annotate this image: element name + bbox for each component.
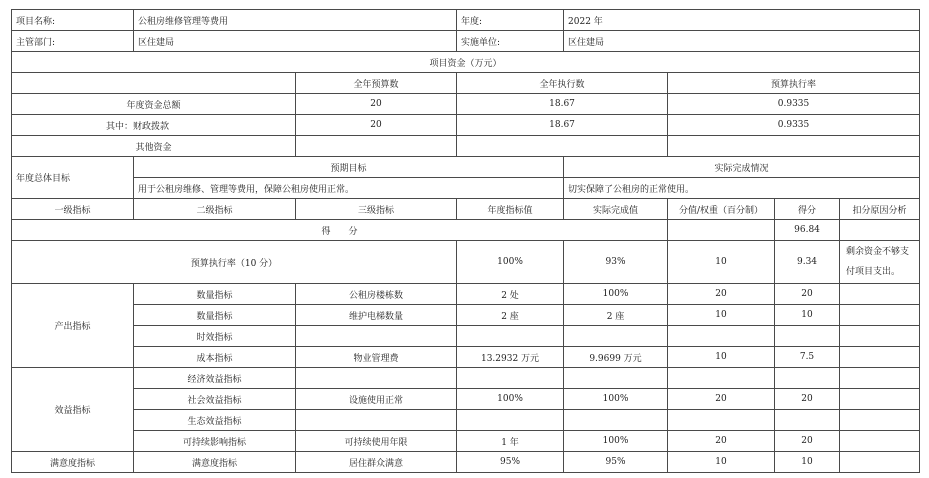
col-header: 一级指标	[12, 199, 134, 220]
funds-row-exec: 18.67	[457, 94, 668, 115]
weight: 10	[668, 452, 775, 473]
funds-row-rate: 0.9335	[668, 94, 920, 115]
actual: 2 座	[564, 305, 668, 326]
indicator-row	[12, 305, 920, 326]
level2: 可持续影响指标	[134, 431, 296, 452]
goal-label: 年度总体目标	[12, 157, 134, 199]
funds-row-budget	[296, 136, 457, 157]
reason	[840, 452, 920, 473]
level2: 数量指标	[134, 305, 296, 326]
weight	[668, 326, 775, 347]
target: 1 年	[457, 431, 564, 452]
dept-label: 主管部门:	[12, 31, 134, 52]
col-header: 二级指标	[134, 199, 296, 220]
output-label: 产出指标	[12, 284, 134, 368]
goal-header-row	[12, 157, 920, 178]
col-header: 实际完成值	[564, 199, 668, 220]
funds-col-rate: 预算执行率	[668, 73, 920, 94]
reason	[840, 284, 920, 305]
level3: 设施使用正常	[296, 389, 457, 410]
actual	[564, 368, 668, 389]
level3: 公租房楼栋数	[296, 284, 457, 305]
indicator-row	[12, 326, 920, 347]
score	[775, 368, 840, 389]
actual	[564, 410, 668, 431]
funds-col-budget: 全年预算数	[296, 73, 457, 94]
level2: 满意度指标	[134, 452, 296, 473]
info-row-2	[12, 31, 920, 52]
target: 95%	[457, 452, 564, 473]
reason	[840, 431, 920, 452]
score	[775, 410, 840, 431]
funds-title-row	[12, 52, 920, 73]
score-reason-blank	[840, 220, 920, 241]
score: 20	[775, 284, 840, 305]
weight: 10	[668, 347, 775, 368]
funds-row	[12, 136, 920, 157]
level3: 可持续使用年限	[296, 431, 457, 452]
weight: 20	[668, 431, 775, 452]
level2: 时效指标	[134, 326, 296, 347]
funds-row-budget: 20	[296, 94, 457, 115]
indicator-row	[12, 410, 920, 431]
level2: 成本指标	[134, 347, 296, 368]
col-header: 年度指标值	[457, 199, 564, 220]
level3: 维护电梯数量	[296, 305, 457, 326]
reason	[840, 368, 920, 389]
level3: 物业管理费	[296, 347, 457, 368]
col-header: 分值/权重（百分制）	[668, 199, 775, 220]
col-header: 三级指标	[296, 199, 457, 220]
budget-exec-reason: 剩余资金不够支付项目支出。	[840, 241, 920, 284]
total-score: 96.84	[775, 220, 840, 241]
indicator-row	[12, 368, 920, 389]
impl-value: 区住建局	[564, 31, 920, 52]
funds-row-label: 其他资金	[12, 136, 296, 157]
actual: 100%	[564, 389, 668, 410]
budget-exec-label: 预算执行率（10 分）	[12, 241, 457, 284]
goal-expected: 用于公租房维修、管理等费用，保障公租房使用正常。	[134, 178, 564, 199]
funds-row	[12, 94, 920, 115]
goal-actual: 切实保障了公租房的正常使用。	[564, 178, 920, 199]
funds-row-label: 其中：财政拨款	[12, 115, 296, 136]
satisfaction-label: 满意度指标	[12, 452, 134, 473]
reason	[840, 305, 920, 326]
indicator-row	[12, 347, 920, 368]
funds-row-budget: 20	[296, 115, 457, 136]
impl-label: 实施单位:	[457, 31, 564, 52]
goal-actual-header: 实际完成情况	[564, 157, 920, 178]
budget-exec-row	[12, 241, 920, 284]
level2: 经济效益指标	[134, 368, 296, 389]
level2: 社会效益指标	[134, 389, 296, 410]
total-score-row	[12, 220, 920, 241]
budget-exec-weight: 10	[668, 241, 775, 284]
year-label: 年度:	[457, 10, 564, 31]
target: 2 座	[457, 305, 564, 326]
score: 20	[775, 389, 840, 410]
project-name-label: 项目名称:	[12, 10, 134, 31]
level3: 居住群众满意	[296, 452, 457, 473]
target	[457, 326, 564, 347]
actual: 95%	[564, 452, 668, 473]
score: 10	[775, 305, 840, 326]
score-weight-blank	[668, 220, 775, 241]
target	[457, 410, 564, 431]
col-header: 得分	[775, 199, 840, 220]
funds-header-row	[12, 73, 920, 94]
score	[775, 326, 840, 347]
goal-expected-header: 预期目标	[134, 157, 564, 178]
funds-header-blank	[12, 73, 296, 94]
weight: 10	[668, 305, 775, 326]
level3	[296, 368, 457, 389]
target: 2 处	[457, 284, 564, 305]
funds-row-rate	[668, 136, 920, 157]
indicator-row	[12, 389, 920, 410]
reason	[840, 410, 920, 431]
goal-content-row	[12, 178, 920, 199]
funds-row-exec	[457, 136, 668, 157]
project-name-value: 公租房维修管理等费用	[134, 10, 457, 31]
funds-row-rate: 0.9335	[668, 115, 920, 136]
score: 7.5	[775, 347, 840, 368]
level2: 数量指标	[134, 284, 296, 305]
funds-col-exec: 全年执行数	[457, 73, 668, 94]
funds-row-exec: 18.67	[457, 115, 668, 136]
indicator-row	[12, 284, 920, 305]
performance-table	[11, 9, 920, 473]
actual	[564, 326, 668, 347]
actual: 100%	[564, 284, 668, 305]
col-header: 扣分原因分析	[840, 199, 920, 220]
level2: 生态效益指标	[134, 410, 296, 431]
level3	[296, 326, 457, 347]
funds-title: 项目资金（万元）	[12, 52, 920, 73]
target	[457, 368, 564, 389]
funds-row	[12, 115, 920, 136]
budget-exec-target: 100%	[457, 241, 564, 284]
indicator-row	[12, 431, 920, 452]
weight: 20	[668, 284, 775, 305]
score: 20	[775, 431, 840, 452]
actual: 9.9699 万元	[564, 347, 668, 368]
budget-exec-actual: 93%	[564, 241, 668, 284]
year-value: 2022 年	[564, 10, 920, 31]
indicator-header-row	[12, 199, 920, 220]
actual: 100%	[564, 431, 668, 452]
weight	[668, 368, 775, 389]
score: 10	[775, 452, 840, 473]
budget-exec-score: 9.34	[775, 241, 840, 284]
level3	[296, 410, 457, 431]
indicator-row	[12, 452, 920, 473]
weight: 20	[668, 389, 775, 410]
funds-row-label: 年度资金总额	[12, 94, 296, 115]
weight	[668, 410, 775, 431]
reason	[840, 389, 920, 410]
dept-value: 区住建局	[134, 31, 457, 52]
reason	[840, 326, 920, 347]
benefit-label: 效益指标	[12, 368, 134, 452]
target: 100%	[457, 389, 564, 410]
target: 13.2932 万元	[457, 347, 564, 368]
score-label: 得 分	[12, 220, 668, 241]
reason	[840, 347, 920, 368]
info-row-1	[12, 10, 920, 31]
